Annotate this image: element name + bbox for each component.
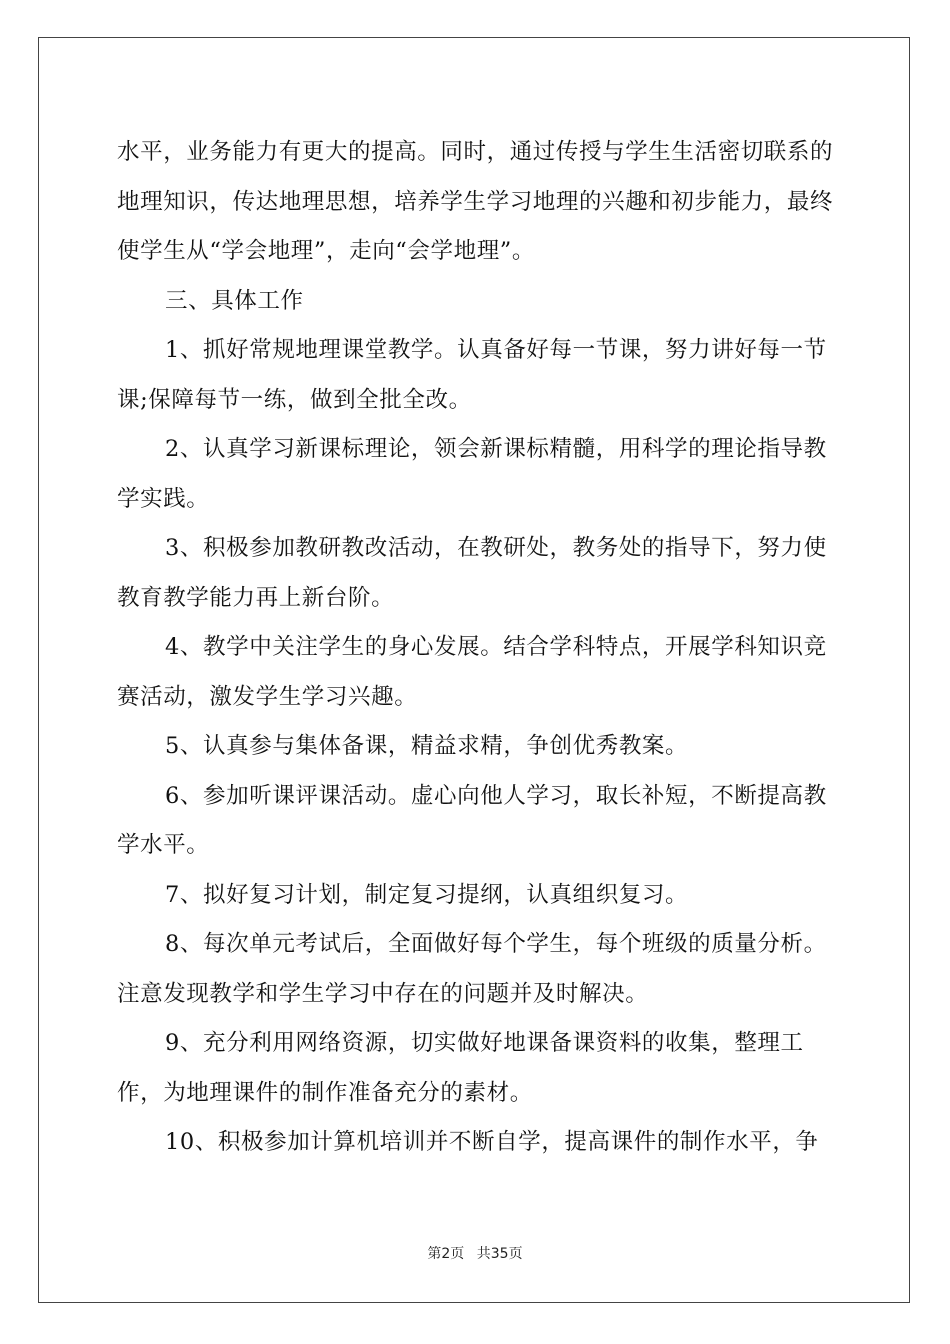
list-item-7: 7、拟好复习计划，制定复习提纲，认真组织复习。	[165, 881, 689, 908]
list-item-6: 6、参加听课评课活动。虚心向他人学习，取长补短，不断提高教学水平。	[117, 782, 827, 858]
page-total: 共35页	[476, 1246, 523, 1262]
list-item-3: 3、积极参加教研教改活动，在教研处，教务处的指导下，努力使教育教学能力再上新台阶。	[117, 535, 827, 611]
list-item-9: 9、充分利用网络资源，切实做好地课备课资料的收集，整理工作，为地理课件的制作准备充分的素材。	[117, 1030, 804, 1106]
list-item-1: 1、抓好常规地理课堂教学。认真备好每一节课，努力讲好每一节课;保障每节一练，做到全批全改。	[117, 337, 827, 413]
page-number: 第2页	[427, 1246, 465, 1262]
page-footer	[0, 1243, 950, 1263]
document-body	[117, 128, 837, 1168]
list-item-8: 8、每次单元考试后，全面做好每个学生，每个班级的质量分析。注意发现教学和学生学习中存在的问题并及时解决。	[117, 931, 827, 1007]
list-item-4: 4、教学中关注学生的身心发展。结合学科特点，开展学科知识竞赛活动，激发学生学习兴趣。	[117, 634, 827, 710]
list-item-10: 10、积极参加计算机培训并不断自学，提高课件的制作水平，争	[165, 1129, 819, 1155]
list-item-5: 5、认真参与集体备课，精益求精，争创优秀教案。	[165, 733, 689, 759]
section-heading-specific-work: 三、具体工作	[165, 287, 304, 314]
paragraph-1: 水平，业务能力有更大的提高。同时，通过传授与学生生活密切联系的地理知识，传达地理思想，培养学生学习地理的兴趣和初步能力，最终使学生从“学会地理”，走向“会学地理”。	[117, 139, 834, 264]
list-item-2: 2、认真学习新课标理论，领会新课标精髓，用科学的理论指导教学实践。	[117, 436, 827, 512]
